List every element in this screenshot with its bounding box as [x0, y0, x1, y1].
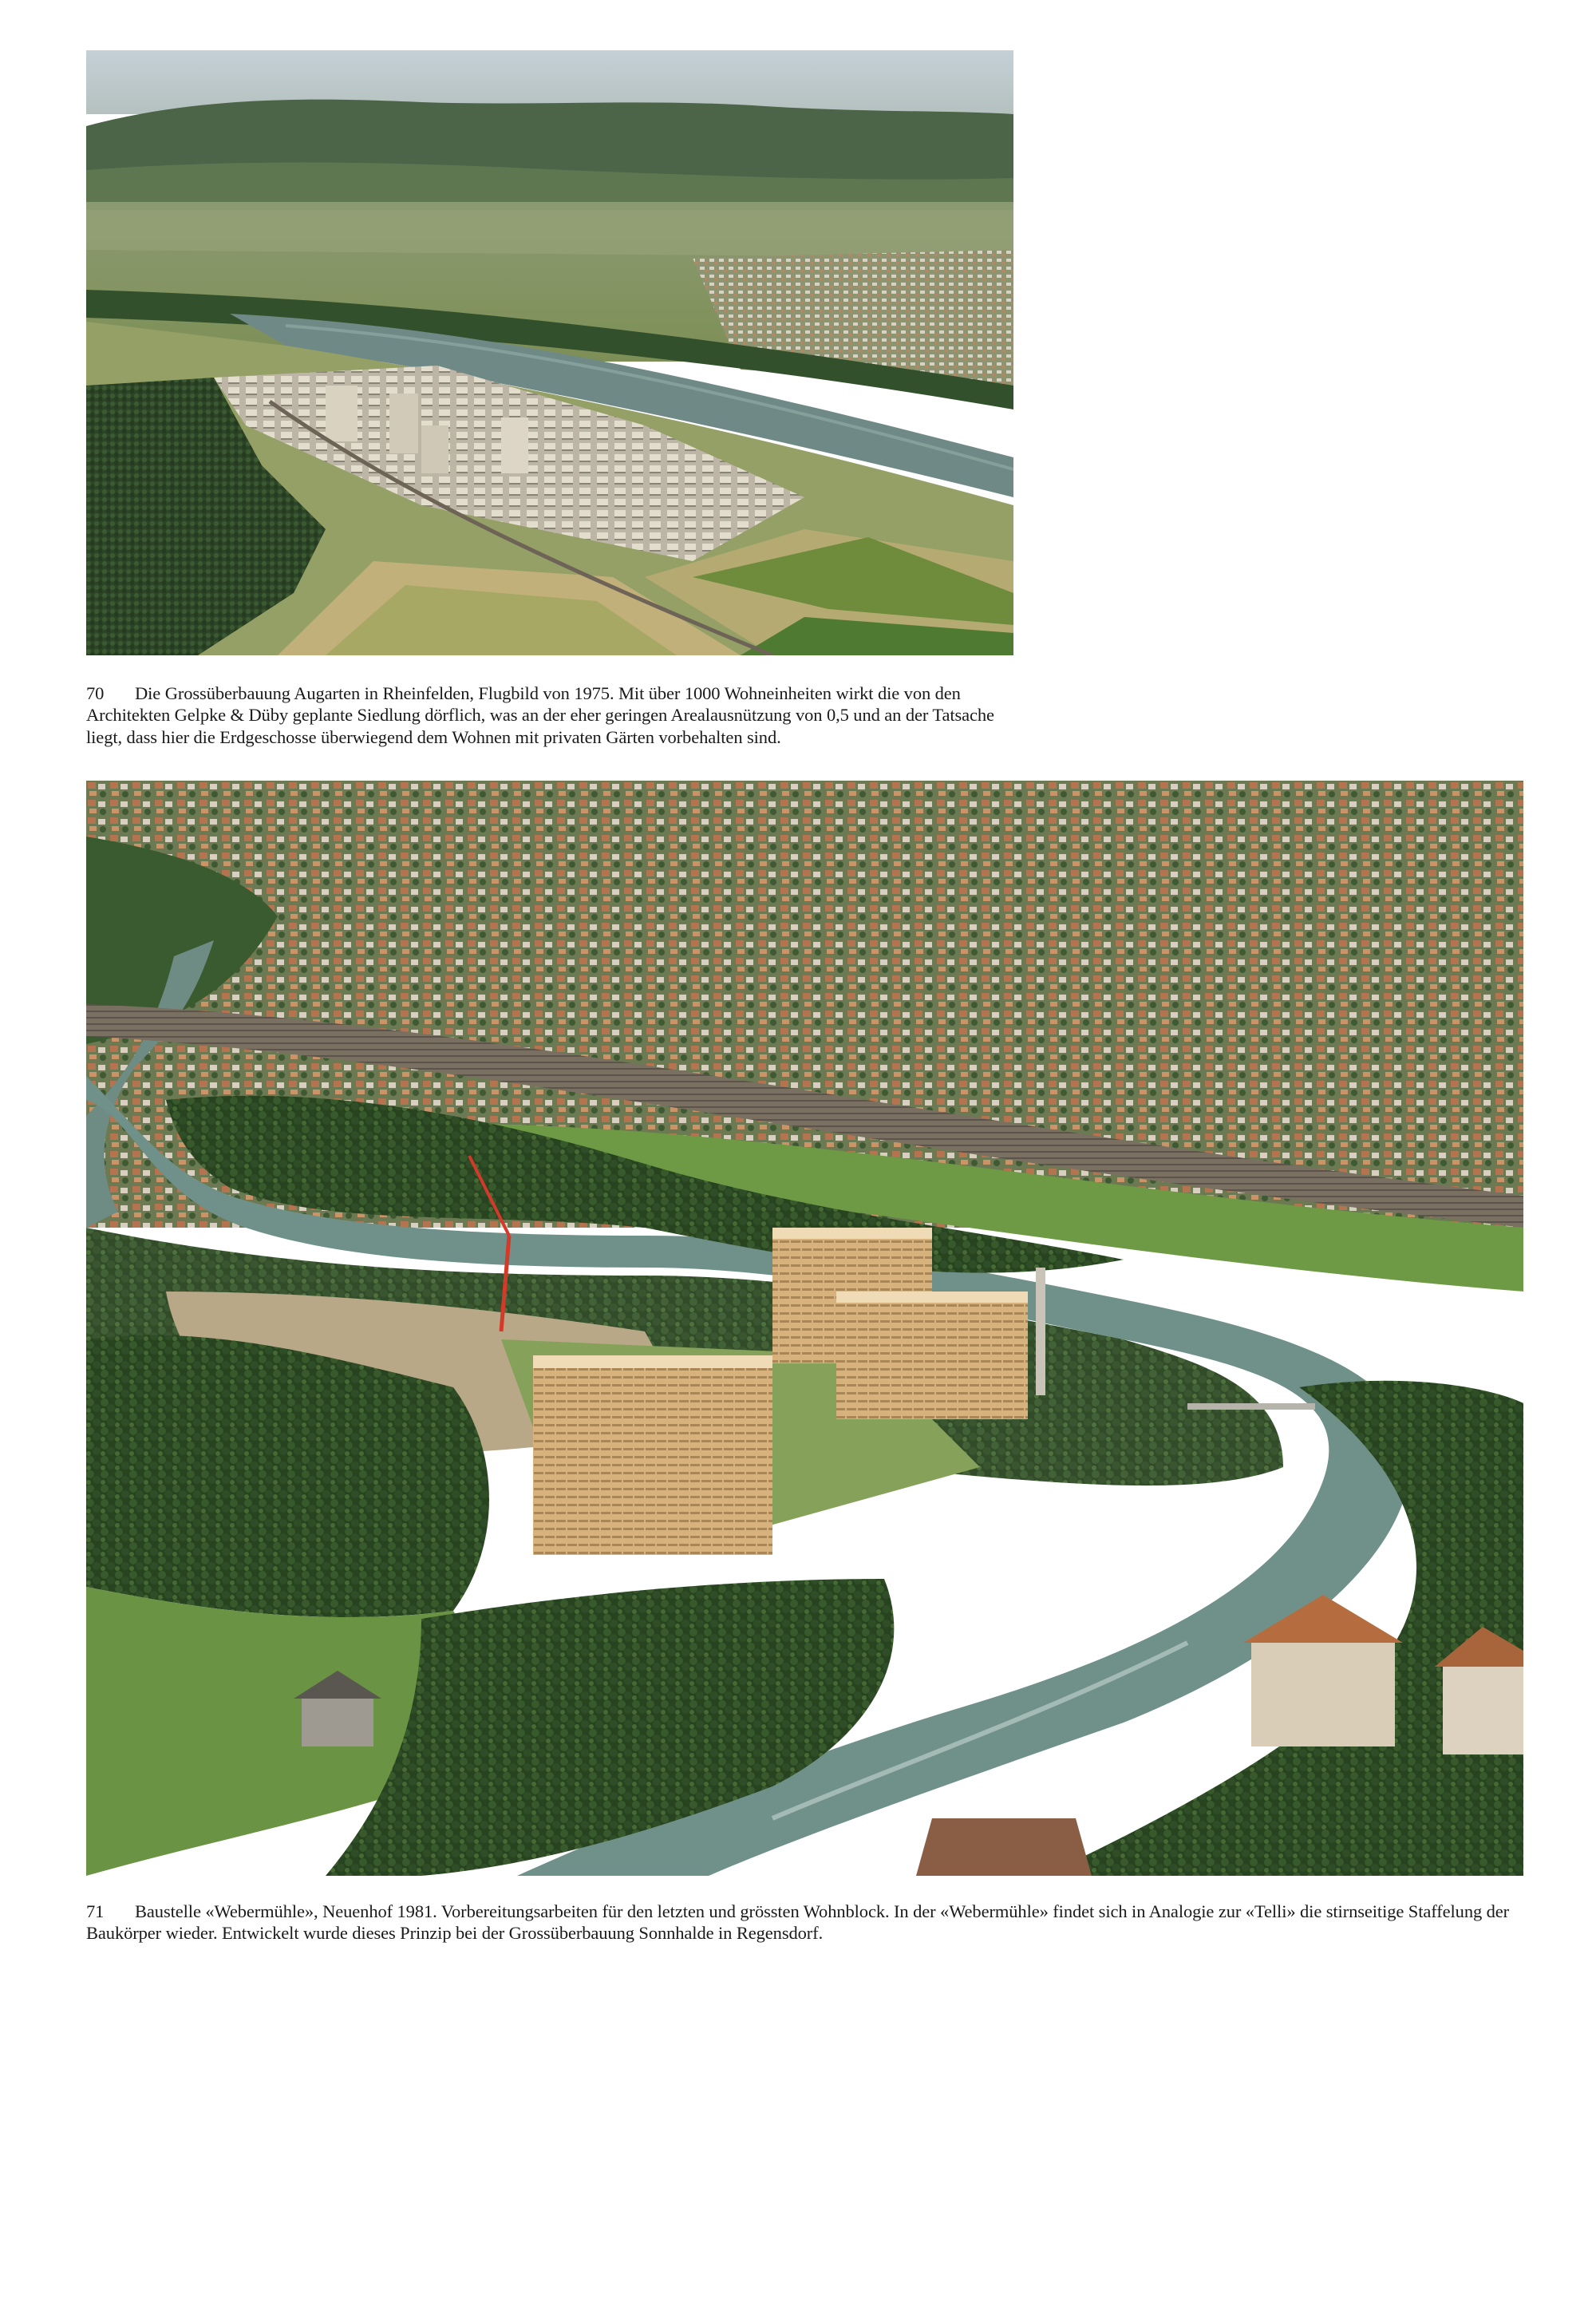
aerial-photo-augarten [86, 50, 1013, 655]
figure-70-caption-text: Die Grossüberbauung Augarten in Rheinfelden, Flugbild von 1975. Mit über 1000 Wohneinheiten wirkt die von den Architekten Gelpke & Düby geplante Siedlung dörflich, was an der eher geringen Arealausnützung von 0,5 und an der Tatsache liegt, dass hier die Erdgeschosse überwiegend dem Wohnen mit privaten Gärten vorbehalten sind. [86, 682, 994, 747]
figure-71-photo [86, 781, 1523, 1876]
figure-70-caption [86, 682, 1020, 749]
figure-71-number: 71 [86, 1901, 105, 1921]
figure-70-number: 70 [86, 682, 105, 703]
figure-70-photo [86, 50, 1013, 655]
figure-71-caption-text: Baustelle «Webermühle», Neuenhof 1981. Vorbereitungsarbeiten für den letzten und grössten Wohnblock. In der «Webermühle» findet sich in Analogie zur «Telli» die stirnseitige Staffelung der Baukörper wieder. Entwickelt wurde dieses Prinzip bei der Grossüberbauung Sonnhalde in Regensdorf. [86, 1901, 1510, 1943]
figure-71-caption [86, 1901, 1527, 1944]
aerial-photo-webermuehle [86, 781, 1523, 1876]
